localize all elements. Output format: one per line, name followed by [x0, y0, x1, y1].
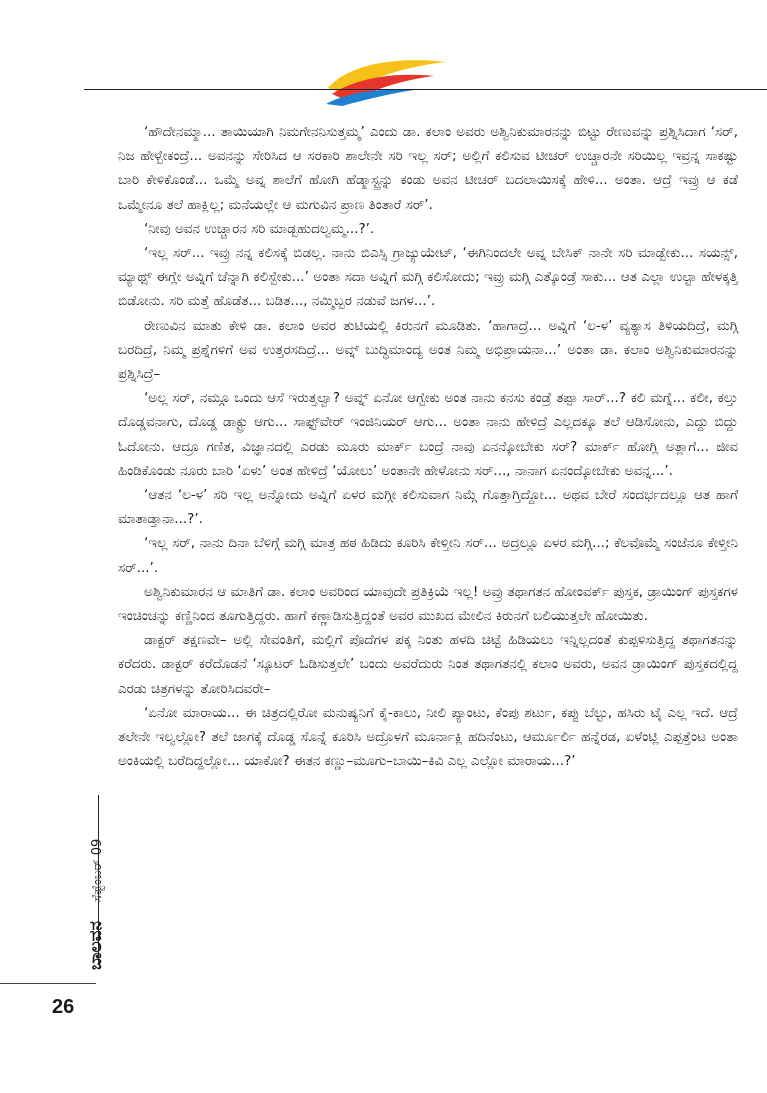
- paragraph: ‘ಆತನ ‘ಲ-ಳ’ ಸರಿ ಇಲ್ಲ ಅನ್ನೋದು ಅವ್ನಿಗೆ ಏಳರ ಮಗ್ಗೀ ಕಲಿಸುವಾಗ ನಿಮ್ಗೆ ಗೊತ್ತಾಗ್ತಿದ್ದೋ... ಅಥವ ಬೇರೆ ಸಂದರ್ಭದಲ್ಲೂ ಆತ ಹಾಗೆ ಮಾತಾಡ್ತಾನಾ...?’.: [118, 487, 738, 528]
- paragraph: ರೇಣುವಿನ ಮಾತು ಕೇಳಿ ಡಾ. ಕಲಾಂ ಅವರ ತುಟಿಯಲ್ಲಿ ಕಿರುನಗೆ ಮೂಡಿತು. ‘ಹಾಗಾದ್ರೆ... ಅವ್ನಿಗೆ ‘ಲ-ಳ’ ವ್ಯತ್ಯಾಸ ತಿಳಿಯದಿದ್ರೆ, ಮಗ್ಗಿ ಬರದಿದ್ರೆ, ನಿಮ್ಮ ಪ್ರಶ್ನೆಗಳಿಗೆ ಅವ ಉತ್ತರಸದಿದ್ರೆ... ಅವ್ನ್ ಬುದ್ಧಿಮಾಂದ್ಯ ಅಂತ ನಿಮ್ಮ ಅಭಿಪ್ರಾಯನಾ...’ ಅಂತಾ ಡಾ. ಕಲಾಂ ಅಶ್ವಿನಿಕುಮಾರನನ್ನು ಪ್ರಶ್ನಿಸಿದ್ರೆ–: [118, 317, 738, 383]
- paragraph: ‘ನೀವು ಅವನ ಉಚ್ಚಾರನ ಸರಿ ಮಾಡ್ಬಹುದಲ್ವಮ್ಮ...?’.: [144, 220, 375, 237]
- page-number: 26: [52, 996, 75, 1018]
- paragraph: ಅಶ್ವಿನಿಕುಮಾರನ ಆ ಮಾತಿಗೆ ಡಾ. ಕಲಾಂ ಅವರಿಂದ ಯಾವುದೇ ಪ್ರತಿಕ್ರಿಯೆ ಇಲ್ಲ! ಅವ್ರು ತಥಾಗತನ ಹೋಂವರ್ಕ್ ಪುಸ್ತಕ, ಡ್ರಾಯಿಂಗ್ ಪುಸ್ತಕಗಳ ಇಂಚಿಂಚನ್ನು ಕಣ್ಣಿನಿಂದ ತೂಗುತ್ತಿದ್ದರು. ಹಾಗೆ ಕಣ್ಣಾಡಿಸುತ್ತಿದ್ದಂತೆ ಅವರ ಮುಖದ ಮೇಲಿನ ಕಿರುನಗೆ ಬಲಿಯುತ್ತಲೇ ಹೋಯಿತು.: [118, 583, 738, 625]
- magazine-logo-icon: [318, 54, 450, 106]
- paragraph: ‘ಅಲ್ಲ ಸರ್, ನಮ್ಗೂ ಒಂದು ಆಸೆ ಇರುತ್ತಲ್ವಾ? ಅವ್ನ್ ಏನೋ ಆಗ್ಬೇಕು ಅಂತ ನಾನು ಕನಸು ಕಂಡ್ರೆ ತಪ್ಪಾ ಸಾರ್...? ಕಲಿ ಮಗ್ನೆ... ಕಲೀ, ಕಲ್ತು ದೊಡ್ಡವನಾಗು, ದೊಡ್ಡ ಡಾಕ್ಟ್ರು ಆಗು... ಸಾಫ್ಟ್‌ವೇರ್ ಇಂಜಿನಿಯರ್ ಆಗು... ಅಂತಾ ನಾನು ಹೇಳಿದ್ರೆ ಎಲ್ಲದಕ್ಕೂ ತಲೆ ಆಡಿಸೋನು, ಎದ್ದು ಬಿದ್ದು ಓದೋನು. ಆದ್ರೂ ಗಣಿತ, ವಿಜ್ಞಾನದಲ್ಲಿ ಎರಡು ಮೂರು ಮಾರ್ಕ್ ಬಂದ್ರೆ ನಾವು ಏನನ್ಕೋಬೇಕು ಸರ್? ಮಾರ್ಕ್ ಹೋಗ್ಲಿ ಅತ್ಲಾಗೆ... ಜೀವ ಹಿಂಡಿಕೊಂಡು ನೂರು ಬಾರಿ ‘ಏಳು’ ಅಂತ ಹೇಳಿದ್ರೆ ‘ಯೋಲು’ ಅಂತಾನೇ ಹೇಳೋನು ಸರ್..., ನಾನಾಗ ಏನಂದ್ಕೋಬೇಕು ಅವನ್ನ...’.: [118, 390, 738, 479]
- footer-divider: [0, 983, 96, 984]
- article-body: [118, 120, 738, 773]
- paragraph: ‘ಇಲ್ಲ ಸರ್, ನಾನು ದಿನಾ ಬೆಳಿಗ್ಗೆ ಮಗ್ಗಿ ಮಾತ್ರ ಹಠ ಹಿಡಿದು ಕೂರಿಸಿ ಕೇಳ್ತೀನಿ ಸರ್... ಅದ್ರಲ್ಲೂ ಏಳರ ಮಗ್ಗಿ...; ಕೆಲವೊಮ್ಮೆ ಸಂಜೆನೂ ಕೇಳ್ತೀನಿ ಸರ್...’.: [118, 535, 738, 576]
- magazine-title: ಬಾಲವನ: [86, 921, 106, 970]
- sidebar-running-head: [86, 790, 108, 970]
- paragraph: ‘ಇಲ್ಲ ಸರ್... ಇವ್ರು ನನ್ನ ಕಲಿಸಕ್ಕೆ ಬಿಡಲ್ಲ. ನಾನು ಬಿಎಸ್ಸಿ ಗ್ರಾಜ್ಯುಯೇಟ್, ‘ಈಗಿನಿಂದಲೇ ಅವ್ನ ಬೇಸಿಕ್ ನಾನೇ ಸರಿ ಮಾಡ್ಬೇಕು... ಸಯನ್ಸ್, ಮ್ಯಾಥ್ಸ್ ಈಗ್ಲೇ ಅವ್ನಿಗೆ ಚೆನ್ನಾಗಿ ಕಲಿಸ್ಬೇಕು...’ ಅಂತಾ ಸದಾ ಅವ್ನಿಗೆ ಮಗ್ಗಿ ಕಲಿಸೋದು; ಇವ್ರು ಮಗ್ಗಿ ಎತ್ಕೊಂಡ್ರೆ ಸಾಕು... ಆತ ಎಲ್ಲಾ ಉಲ್ಟಾ ಹೇಳಕ್ಕತ್ತಿ ಬಿಡೋನು. ಸರಿ ಮತ್ತೆ ಹೊಡೆತ... ಬಡಿತ..., ನಮ್ಮಿಬ್ಬರ ನಡುವೆ ಜಗಳ...’.: [118, 245, 738, 310]
- paragraph: ‘ಹೌದೇನಮ್ಮಾ... ತಾಯಿಯಾಗಿ ನಿಮಗೇನನಿಸುತ್ತಮ್ಮ’ ಎಂದು ಡಾ. ಕಲಾಂ ಅವರು ಅಶ್ವಿನಿಕುಮಾರನನ್ನು ಬಿಟ್ಟು ರೇಣುವನ್ನು ಪ್ರಶ್ನಿಸಿದಾಗ ‘ಸರ್, ನಿಜ ಹೇಳ್ಬೇಕಂದ್ರೆ... ಅವನನ್ನು ಸೇರಿಸಿದ ಆ ಸರಕಾರಿ ಶಾಲೇನೇ ಸರಿ ಇಲ್ಲ ಸರ್; ಅಲ್ಲಿಗೆ ಕಲಿಸುವ ಟೀಚರ್ ಉಚ್ಚಾರನೇ ಸರಿಯಿಲ್ಲ ಇವ್ರನ್ನ ಸಾಕಷ್ಟು ಬಾರಿ ಕೇಳಿಕೊಂಡೆ... ಒಮ್ಮೆ ಅವ್ನ ಶಾಲೆಗೆ ಹೋಗಿ ಹೆಡ್ಮಾಸ್ಟ್ರನ್ನು ಕಂಡು ಅವನ ಟೀಚರ್ ಬದಲಾಯಿಸಕ್ಕೆ ಹೇಳಿ... ಅಂತಾ. ಆದ್ರೆ ಇವ್ರು ಆ ಕಡೆ ಒಮ್ಮೇನೂ ತಲೆ ಹಾಕ್ಲಿಲ್ಲ; ಮನೆಯಲ್ಲೇ ಆ ಮಗುವಿನ ಪ್ರಾಣ ತಿಂತಾರೆ ಸರ್’.: [118, 124, 738, 213]
- issue-label: ಸೆಪ್ಟೆಂಬರ್ 09: [90, 838, 105, 903]
- paragraph: ‘ಏನೋ ಮಾರಾಯ... ಈ ಚಿತ್ರದಲ್ಲಿರೋ ಮನುಷ್ಯನಿಗೆ ಕೈ-ಕಾಲು, ನೀಲಿ ಪ್ಯಾಂಟು, ಕೆಂಪು ಶರ್ಟು, ಕಪ್ಪು ಬೆಲ್ಟು, ಹಸಿರು ಟೈ ಎಲ್ಲ ಇದೆ. ಆದ್ರೆ ತಲೇನೇ ಇಲ್ವಲ್ಲೋ? ತಲೆ ಜಾಗಕ್ಕೆ ದೊಡ್ಡ ಸೊನ್ನೆ ಕೂರಿಸಿ ಅದ್ರೊಳಗೆ ಮೂರ್ನಾಕ್ಲಿ ಹದಿನೆಂಟು, ಆರ್ಮೂರ್ಲಿ ಹನ್ನೆರಡ, ಏಳೆಂಟ್ಲಿ ಎಪ್ಪತ್ತೆಂಟ ಅಂತಾ ಅಂಕಿಯಲ್ಲಿ ಬರೆದಿದ್ದಲ್ಲೋ... ಯಾಕೋ? ಈತನ ಕಣ್ಣು–ಮೂಗು–ಬಾಯಿ–ಕಿವಿ ಎಲ್ಲ ಎಲ್ಲೋ ಮಾರಾಯ...?’: [118, 704, 738, 770]
- header-divider: [84, 89, 767, 90]
- paragraph: ಡಾಕ್ಟರ್ ತಕ್ಷಣವೇ– ಅಲ್ಲಿ ಸೇವಂತಿಗೆ, ಮಲ್ಲಿಗೆ ಪೊದೆಗಳ ಪಕ್ಕ ನಿಂತು ಹಳದಿ ಚಿಟ್ಟೆ ಹಿಡಿಯಲು ಇನ್ನಿಲ್ಲದಂತೆ ಕುಪ್ಪಳಿಸುತ್ತಿದ್ದ ತಥಾಗತನನ್ನು ಕರೆದರು. ಡಾಕ್ಟರ್ ಕರೆದೊಡನೆ ‘ಸ್ಕೂಟರ್ ಓಡಿಸುತ್ತಲೇ’ ಬಂದು ಅವರೆದುರು ನಿಂತ ತಥಾಗತನಲ್ಲಿ ಕಲಾಂ ಅವರು, ಅವನ ಡ್ರಾಯಿಂಗ್ ಪುಸ್ತಕದಲ್ಲಿದ್ದ ಎರಡು ಚಿತ್ರಗಳನ್ನು ತೋರಿಸಿದವರೇ–: [118, 632, 738, 697]
